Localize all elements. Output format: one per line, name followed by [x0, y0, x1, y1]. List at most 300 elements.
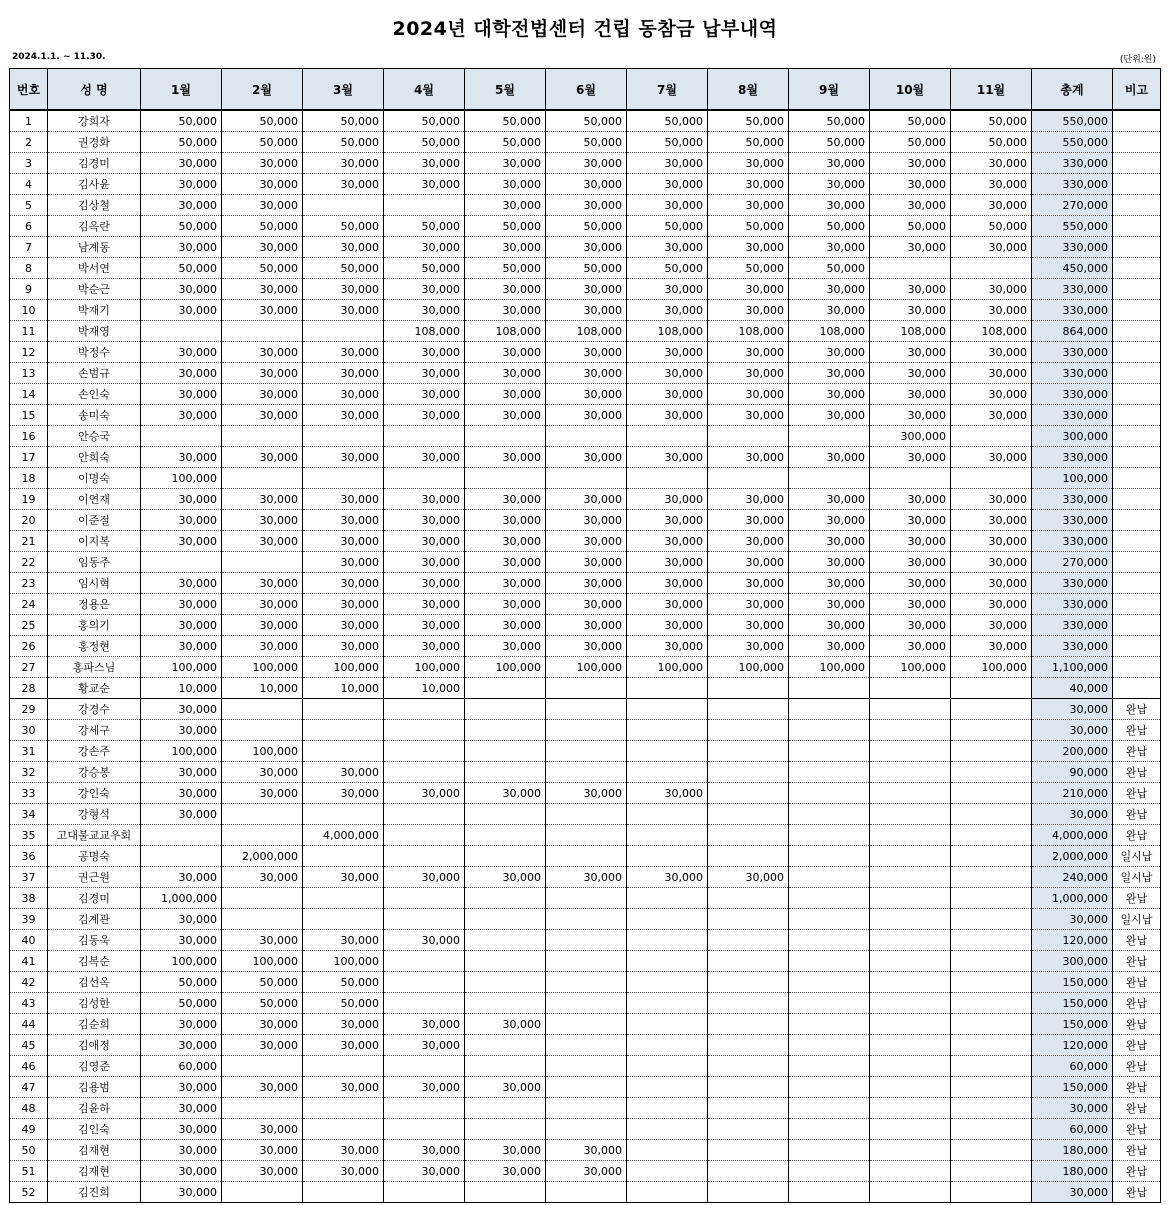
cell-jan: 30,000 — [141, 1014, 222, 1035]
cell-jan: 30,000 — [141, 594, 222, 615]
cell-jun: 30,000 — [546, 174, 627, 195]
cell-jul — [627, 951, 708, 972]
table-row — [10, 468, 1161, 489]
cell-total: 330,000 — [1032, 363, 1113, 384]
table-row — [10, 1119, 1161, 1140]
cell-total: 30,000 — [1032, 804, 1113, 825]
cell-jun: 30,000 — [546, 237, 627, 258]
cell-oct — [870, 825, 951, 846]
cell-name: 김재현 — [48, 1161, 141, 1182]
cell-number: 15 — [10, 405, 48, 426]
cell-note: 완납 — [1113, 825, 1161, 846]
cell-apr: 108,000 — [384, 321, 465, 342]
cell-total: 330,000 — [1032, 531, 1113, 552]
cell-total: 1,100,000 — [1032, 657, 1113, 678]
cell-may: 30,000 — [465, 489, 546, 510]
cell-jan — [141, 846, 222, 867]
header-month-2: 2월 — [222, 69, 303, 111]
cell-nov: 30,000 — [951, 636, 1032, 657]
cell-feb — [222, 468, 303, 489]
cell-aug — [708, 426, 789, 447]
cell-mar — [303, 846, 384, 867]
cell-nov — [951, 951, 1032, 972]
cell-nov — [951, 720, 1032, 741]
cell-apr: 30,000 — [384, 447, 465, 468]
cell-may — [465, 888, 546, 909]
cell-oct — [870, 1161, 951, 1182]
cell-mar — [303, 426, 384, 447]
cell-sep — [789, 804, 870, 825]
cell-oct — [870, 867, 951, 888]
cell-note — [1113, 110, 1161, 132]
cell-total: 330,000 — [1032, 447, 1113, 468]
cell-feb: 30,000 — [222, 1077, 303, 1098]
cell-name: 김경미 — [48, 153, 141, 174]
cell-nov — [951, 426, 1032, 447]
cell-note — [1113, 552, 1161, 573]
cell-jul — [627, 468, 708, 489]
cell-jan: 30,000 — [141, 1161, 222, 1182]
cell-jun: 100,000 — [546, 657, 627, 678]
cell-name: 이준절 — [48, 510, 141, 531]
cell-oct: 30,000 — [870, 153, 951, 174]
cell-jun — [546, 993, 627, 1014]
table-row — [10, 321, 1161, 342]
cell-nov: 30,000 — [951, 153, 1032, 174]
cell-jan: 30,000 — [141, 1035, 222, 1056]
cell-name: 손인숙 — [48, 384, 141, 405]
cell-feb: 30,000 — [222, 447, 303, 468]
cell-total: 150,000 — [1032, 993, 1113, 1014]
cell-nov: 30,000 — [951, 552, 1032, 573]
header-month-4: 4월 — [384, 69, 465, 111]
cell-may: 30,000 — [465, 531, 546, 552]
cell-total: 120,000 — [1032, 1035, 1113, 1056]
cell-total: 120,000 — [1032, 930, 1113, 951]
cell-total: 330,000 — [1032, 489, 1113, 510]
cell-nov — [951, 1161, 1032, 1182]
cell-jul: 50,000 — [627, 110, 708, 132]
cell-sep — [789, 1161, 870, 1182]
cell-oct: 30,000 — [870, 573, 951, 594]
cell-feb: 50,000 — [222, 216, 303, 237]
payment-table — [9, 68, 1161, 1203]
cell-nov: 30,000 — [951, 405, 1032, 426]
cell-sep: 30,000 — [789, 384, 870, 405]
cell-jul: 30,000 — [627, 342, 708, 363]
header-month-6: 6월 — [546, 69, 627, 111]
cell-feb: 30,000 — [222, 384, 303, 405]
table-row — [10, 1035, 1161, 1056]
cell-mar: 30,000 — [303, 489, 384, 510]
cell-total: 330,000 — [1032, 573, 1113, 594]
cell-note — [1113, 174, 1161, 195]
cell-total: 90,000 — [1032, 762, 1113, 783]
cell-name: 강세구 — [48, 720, 141, 741]
cell-may — [465, 1056, 546, 1077]
cell-apr — [384, 468, 465, 489]
cell-mar: 100,000 — [303, 951, 384, 972]
cell-number: 17 — [10, 447, 48, 468]
cell-name: 박순근 — [48, 279, 141, 300]
cell-total: 4,000,000 — [1032, 825, 1113, 846]
cell-may: 30,000 — [465, 153, 546, 174]
cell-jul — [627, 678, 708, 699]
cell-total: 180,000 — [1032, 1140, 1113, 1161]
cell-number: 43 — [10, 993, 48, 1014]
cell-apr: 30,000 — [384, 552, 465, 573]
cell-nov: 30,000 — [951, 447, 1032, 468]
cell-mar: 30,000 — [303, 279, 384, 300]
cell-note — [1113, 678, 1161, 699]
cell-mar — [303, 1119, 384, 1140]
cell-jul — [627, 741, 708, 762]
cell-jun: 50,000 — [546, 216, 627, 237]
cell-may: 30,000 — [465, 867, 546, 888]
cell-nov — [951, 909, 1032, 930]
cell-jun — [546, 930, 627, 951]
cell-number: 35 — [10, 825, 48, 846]
cell-apr — [384, 951, 465, 972]
cell-sep — [789, 1119, 870, 1140]
cell-jun: 108,000 — [546, 321, 627, 342]
cell-jan: 10,000 — [141, 678, 222, 699]
cell-jul — [627, 699, 708, 720]
cell-note — [1113, 657, 1161, 678]
cell-nov — [951, 699, 1032, 720]
cell-apr — [384, 426, 465, 447]
cell-total: 100,000 — [1032, 468, 1113, 489]
table-row — [10, 384, 1161, 405]
cell-jan: 100,000 — [141, 951, 222, 972]
cell-mar: 30,000 — [303, 1161, 384, 1182]
cell-number: 13 — [10, 363, 48, 384]
cell-sep: 30,000 — [789, 552, 870, 573]
cell-jul — [627, 762, 708, 783]
cell-name: 김애정 — [48, 1035, 141, 1056]
cell-apr: 30,000 — [384, 1140, 465, 1161]
cell-sep: 108,000 — [789, 321, 870, 342]
table-row — [10, 573, 1161, 594]
cell-feb: 30,000 — [222, 1140, 303, 1161]
cell-jan: 30,000 — [141, 762, 222, 783]
cell-number: 41 — [10, 951, 48, 972]
cell-note: 완납 — [1113, 888, 1161, 909]
table-row — [10, 279, 1161, 300]
cell-feb: 30,000 — [222, 762, 303, 783]
cell-apr: 30,000 — [384, 405, 465, 426]
cell-jul: 30,000 — [627, 573, 708, 594]
cell-aug — [708, 1119, 789, 1140]
table-row — [10, 846, 1161, 867]
cell-oct: 30,000 — [870, 405, 951, 426]
cell-total: 150,000 — [1032, 972, 1113, 993]
cell-aug — [708, 1056, 789, 1077]
cell-number: 23 — [10, 573, 48, 594]
cell-name: 공명숙 — [48, 846, 141, 867]
cell-jul — [627, 426, 708, 447]
cell-mar: 30,000 — [303, 237, 384, 258]
cell-jun — [546, 846, 627, 867]
cell-jul: 100,000 — [627, 657, 708, 678]
cell-name: 김경미 — [48, 888, 141, 909]
header-month-7: 7월 — [627, 69, 708, 111]
cell-number: 22 — [10, 552, 48, 573]
cell-number: 8 — [10, 258, 48, 279]
cell-number: 27 — [10, 657, 48, 678]
cell-aug: 30,000 — [708, 615, 789, 636]
cell-jul: 50,000 — [627, 132, 708, 153]
cell-jan — [141, 825, 222, 846]
cell-jan: 30,000 — [141, 510, 222, 531]
cell-jul: 30,000 — [627, 153, 708, 174]
table-row — [10, 237, 1161, 258]
cell-feb: 30,000 — [222, 489, 303, 510]
cell-sep: 30,000 — [789, 615, 870, 636]
cell-oct — [870, 741, 951, 762]
cell-may: 30,000 — [465, 783, 546, 804]
cell-aug: 100,000 — [708, 657, 789, 678]
cell-name: 김계관 — [48, 909, 141, 930]
cell-jan: 30,000 — [141, 867, 222, 888]
cell-jul: 30,000 — [627, 615, 708, 636]
table-row — [10, 1077, 1161, 1098]
cell-jul — [627, 1119, 708, 1140]
cell-name: 임시혁 — [48, 573, 141, 594]
cell-feb: 30,000 — [222, 636, 303, 657]
cell-nov: 30,000 — [951, 300, 1032, 321]
cell-may — [465, 1035, 546, 1056]
cell-nov — [951, 258, 1032, 279]
cell-feb: 50,000 — [222, 132, 303, 153]
cell-jan: 30,000 — [141, 153, 222, 174]
cell-number: 51 — [10, 1161, 48, 1182]
cell-apr: 50,000 — [384, 216, 465, 237]
cell-apr: 30,000 — [384, 384, 465, 405]
cell-number: 38 — [10, 888, 48, 909]
cell-jan: 30,000 — [141, 363, 222, 384]
cell-sep — [789, 426, 870, 447]
cell-jan — [141, 321, 222, 342]
cell-aug: 30,000 — [708, 552, 789, 573]
cell-aug: 30,000 — [708, 384, 789, 405]
cell-oct: 30,000 — [870, 279, 951, 300]
cell-aug: 30,000 — [708, 489, 789, 510]
cell-jan: 30,000 — [141, 909, 222, 930]
cell-total: 330,000 — [1032, 384, 1113, 405]
cell-may: 30,000 — [465, 1140, 546, 1161]
table-row — [10, 363, 1161, 384]
cell-mar — [303, 699, 384, 720]
cell-name: 김복순 — [48, 951, 141, 972]
cell-name: 손범규 — [48, 363, 141, 384]
table-row — [10, 636, 1161, 657]
cell-name: 강희자 — [48, 110, 141, 132]
cell-feb — [222, 804, 303, 825]
cell-nov: 30,000 — [951, 615, 1032, 636]
cell-aug: 30,000 — [708, 300, 789, 321]
cell-nov: 30,000 — [951, 342, 1032, 363]
cell-note: 완납 — [1113, 720, 1161, 741]
cell-jan: 30,000 — [141, 384, 222, 405]
cell-note — [1113, 573, 1161, 594]
cell-oct: 30,000 — [870, 594, 951, 615]
cell-aug: 30,000 — [708, 867, 789, 888]
cell-jun — [546, 1035, 627, 1056]
cell-note: 완납 — [1113, 1119, 1161, 1140]
cell-name: 강인숙 — [48, 783, 141, 804]
cell-jun: 30,000 — [546, 405, 627, 426]
cell-mar: 30,000 — [303, 342, 384, 363]
cell-name: 박재기 — [48, 300, 141, 321]
cell-mar: 30,000 — [303, 930, 384, 951]
cell-jun — [546, 426, 627, 447]
cell-jun — [546, 741, 627, 762]
cell-may: 30,000 — [465, 363, 546, 384]
cell-total: 330,000 — [1032, 636, 1113, 657]
cell-total: 270,000 — [1032, 552, 1113, 573]
cell-aug: 30,000 — [708, 195, 789, 216]
cell-note: 완납 — [1113, 1182, 1161, 1203]
cell-jun — [546, 888, 627, 909]
cell-jun — [546, 825, 627, 846]
cell-aug — [708, 1140, 789, 1161]
cell-sep — [789, 1098, 870, 1119]
cell-jan: 30,000 — [141, 615, 222, 636]
cell-sep: 30,000 — [789, 489, 870, 510]
cell-apr: 30,000 — [384, 174, 465, 195]
cell-feb: 50,000 — [222, 258, 303, 279]
cell-total: 550,000 — [1032, 216, 1113, 237]
cell-name: 박재영 — [48, 321, 141, 342]
table-row — [10, 1161, 1161, 1182]
cell-jun — [546, 1056, 627, 1077]
header-name: 성 명 — [48, 69, 141, 111]
cell-jul — [627, 825, 708, 846]
cell-apr: 30,000 — [384, 237, 465, 258]
cell-sep — [789, 762, 870, 783]
cell-note: 완납 — [1113, 783, 1161, 804]
cell-feb: 30,000 — [222, 237, 303, 258]
cell-apr — [384, 804, 465, 825]
cell-jun: 30,000 — [546, 510, 627, 531]
cell-number: 24 — [10, 594, 48, 615]
cell-number: 44 — [10, 1014, 48, 1035]
cell-name: 박정수 — [48, 342, 141, 363]
cell-number: 18 — [10, 468, 48, 489]
cell-note — [1113, 153, 1161, 174]
cell-total: 300,000 — [1032, 951, 1113, 972]
cell-name: 강경수 — [48, 699, 141, 720]
cell-jan: 30,000 — [141, 405, 222, 426]
cell-name: 김옥란 — [48, 216, 141, 237]
cell-apr — [384, 846, 465, 867]
cell-jun: 30,000 — [546, 447, 627, 468]
cell-oct — [870, 951, 951, 972]
cell-mar: 30,000 — [303, 300, 384, 321]
cell-jan: 30,000 — [141, 531, 222, 552]
cell-sep: 30,000 — [789, 153, 870, 174]
cell-may — [465, 930, 546, 951]
table-row — [10, 174, 1161, 195]
cell-oct — [870, 1035, 951, 1056]
cell-apr: 30,000 — [384, 153, 465, 174]
cell-feb — [222, 426, 303, 447]
cell-jun: 30,000 — [546, 636, 627, 657]
cell-oct — [870, 846, 951, 867]
cell-name: 안승국 — [48, 426, 141, 447]
cell-oct: 30,000 — [870, 342, 951, 363]
cell-jul — [627, 720, 708, 741]
cell-name: 안희숙 — [48, 447, 141, 468]
cell-mar: 30,000 — [303, 762, 384, 783]
cell-note: 완납 — [1113, 1140, 1161, 1161]
cell-aug: 30,000 — [708, 342, 789, 363]
cell-number: 26 — [10, 636, 48, 657]
cell-jun: 50,000 — [546, 258, 627, 279]
cell-note: 완납 — [1113, 699, 1161, 720]
cell-may: 30,000 — [465, 615, 546, 636]
cell-note — [1113, 615, 1161, 636]
cell-sep: 30,000 — [789, 342, 870, 363]
cell-mar: 30,000 — [303, 447, 384, 468]
cell-may — [465, 1098, 546, 1119]
cell-apr — [384, 699, 465, 720]
table-row — [10, 615, 1161, 636]
cell-jan: 50,000 — [141, 993, 222, 1014]
table-row — [10, 825, 1161, 846]
cell-note — [1113, 300, 1161, 321]
cell-sep: 50,000 — [789, 110, 870, 132]
cell-mar: 30,000 — [303, 405, 384, 426]
cell-may: 30,000 — [465, 510, 546, 531]
cell-feb: 30,000 — [222, 615, 303, 636]
cell-oct: 50,000 — [870, 132, 951, 153]
cell-feb: 30,000 — [222, 195, 303, 216]
cell-jan: 100,000 — [141, 657, 222, 678]
cell-jul — [627, 993, 708, 1014]
cell-jun — [546, 468, 627, 489]
cell-apr: 30,000 — [384, 1161, 465, 1182]
cell-nov — [951, 1035, 1032, 1056]
cell-number: 52 — [10, 1182, 48, 1203]
cell-sep: 30,000 — [789, 279, 870, 300]
cell-apr — [384, 1056, 465, 1077]
header-month-8: 8월 — [708, 69, 789, 111]
table-row — [10, 510, 1161, 531]
cell-note — [1113, 342, 1161, 363]
cell-jun: 30,000 — [546, 489, 627, 510]
cell-aug — [708, 1161, 789, 1182]
cell-number: 37 — [10, 867, 48, 888]
cell-sep — [789, 1056, 870, 1077]
header-month-11: 11월 — [951, 69, 1032, 111]
cell-feb — [222, 888, 303, 909]
cell-jul: 108,000 — [627, 321, 708, 342]
cell-jul — [627, 1182, 708, 1203]
cell-total: 60,000 — [1032, 1119, 1113, 1140]
cell-mar: 30,000 — [303, 552, 384, 573]
table-row — [10, 1098, 1161, 1119]
cell-feb: 30,000 — [222, 573, 303, 594]
cell-may — [465, 825, 546, 846]
cell-mar: 30,000 — [303, 783, 384, 804]
cell-total: 330,000 — [1032, 237, 1113, 258]
cell-may: 100,000 — [465, 657, 546, 678]
cell-aug: 30,000 — [708, 531, 789, 552]
cell-name: 황교순 — [48, 678, 141, 699]
cell-may: 30,000 — [465, 1014, 546, 1035]
